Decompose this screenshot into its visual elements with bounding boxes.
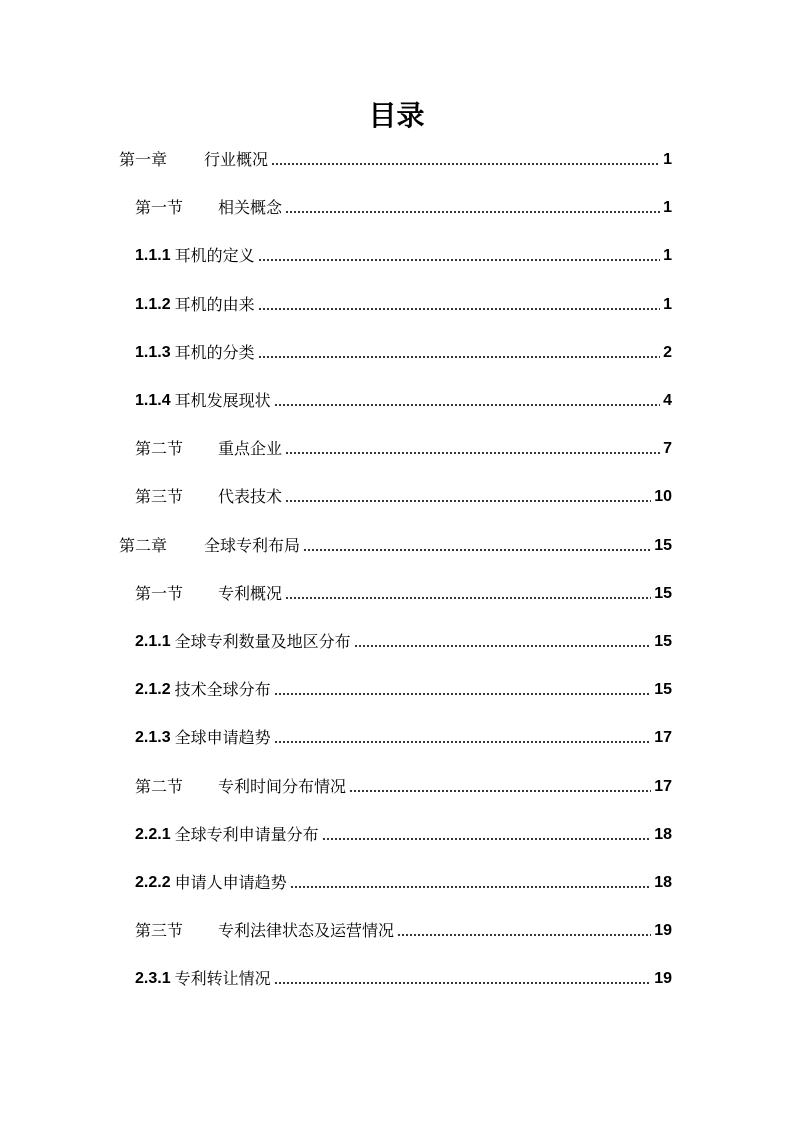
dot-leader [271, 162, 660, 166]
toc-entry[interactable] [135, 388, 672, 412]
entry-page-number: 1 [663, 199, 672, 216]
entry-page-number: 1 [663, 247, 672, 264]
entry-page-number: 18 [654, 826, 672, 843]
toc-entry[interactable] [135, 581, 672, 605]
entry-number: 2.1.1 [135, 633, 171, 650]
dot-leader [258, 355, 660, 359]
entry-number: 第一节 [135, 584, 184, 603]
entry-title: 重点企业 [218, 439, 283, 458]
entry-title: 全球专利布局 [204, 536, 301, 555]
entry-page-number: 7 [663, 440, 672, 457]
toc-entry[interactable] [135, 340, 672, 364]
dot-leader [349, 789, 651, 793]
entry-title: 专利法律状态及运营情况 [218, 921, 395, 940]
dot-leader [274, 403, 660, 407]
dot-leader [285, 210, 660, 214]
entry-page-number: 19 [654, 922, 672, 939]
entry-title: 专利概况 [218, 584, 283, 603]
dot-leader [322, 837, 652, 841]
dot-leader [274, 981, 652, 985]
entry-number: 第二节 [135, 439, 184, 458]
dot-leader [285, 596, 651, 600]
entry-page-number: 15 [654, 585, 672, 602]
entry-page-number: 19 [654, 970, 672, 987]
entry-page-number: 15 [654, 537, 672, 554]
entry-title: 专利转让情况 [174, 969, 271, 988]
entry-title: 耳机发展现状 [174, 391, 271, 410]
dot-leader [290, 885, 652, 889]
entry-title: 申请人申请趋势 [174, 873, 287, 892]
toc-entry[interactable] [119, 147, 672, 171]
toc-entry[interactable] [135, 436, 672, 460]
dot-leader [354, 644, 652, 648]
toc-entry[interactable] [135, 195, 672, 219]
entry-number: 1.1.3 [135, 344, 171, 361]
entry-page-number: 17 [654, 778, 672, 795]
entry-title: 专利时间分布情况 [218, 777, 347, 796]
entry-title: 全球申请趋势 [174, 728, 271, 747]
entry-page-number: 15 [654, 633, 672, 650]
entry-number: 1.1.1 [135, 247, 171, 264]
toc-entry[interactable] [135, 725, 672, 749]
entry-number: 第一节 [135, 198, 184, 217]
entry-number: 1.1.2 [135, 296, 171, 313]
dot-leader [274, 740, 652, 744]
toc-entry[interactable] [135, 966, 672, 990]
entry-number: 2.2.1 [135, 826, 171, 843]
entry-number: 2.3.1 [135, 970, 171, 987]
entry-title: 技术全球分布 [174, 680, 271, 699]
toc-entry[interactable] [135, 774, 672, 798]
toc-entry[interactable] [135, 677, 672, 701]
entry-title: 代表技术 [218, 487, 283, 506]
entry-number: 2.1.2 [135, 681, 171, 698]
entry-number: 2.2.2 [135, 874, 171, 891]
toc-entry[interactable] [135, 822, 672, 846]
dot-leader [285, 451, 660, 455]
entry-number: 1.1.4 [135, 392, 171, 409]
entry-number: 第二节 [135, 777, 184, 796]
dot-leader [285, 499, 651, 503]
toc-entry[interactable] [135, 292, 672, 316]
toc-entry[interactable] [135, 870, 672, 894]
entry-number: 第三节 [135, 487, 184, 506]
toc-title: 目录 [368, 99, 425, 132]
entry-number: 2.1.3 [135, 729, 171, 746]
entry-number: 第三节 [135, 921, 184, 940]
entry-number: 第一章 [119, 150, 168, 169]
entry-page-number: 18 [654, 874, 672, 891]
entry-page-number: 1 [663, 296, 672, 313]
toc-entry[interactable] [135, 484, 672, 508]
entry-title: 行业概况 [204, 150, 269, 169]
entry-title: 全球专利申请量分布 [174, 825, 319, 844]
toc-entry[interactable] [135, 918, 672, 942]
entry-page-number: 17 [654, 729, 672, 746]
entry-title: 耳机的由来 [174, 295, 255, 314]
entry-page-number: 15 [654, 681, 672, 698]
dot-leader [258, 258, 660, 262]
entry-title: 耳机的定义 [174, 246, 255, 265]
dot-leader [274, 692, 652, 696]
entry-page-number: 4 [663, 392, 672, 409]
toc-entry[interactable] [119, 533, 672, 557]
entry-title: 全球专利数量及地区分布 [174, 632, 351, 651]
dot-leader [258, 307, 660, 311]
entry-page-number: 1 [663, 151, 672, 168]
entry-page-number: 2 [663, 344, 672, 361]
toc-entry[interactable] [135, 629, 672, 653]
dot-leader [397, 933, 651, 937]
entry-title: 耳机的分类 [174, 343, 255, 362]
dot-leader [303, 548, 651, 552]
entry-page-number: 10 [654, 488, 672, 505]
entry-number: 第二章 [119, 536, 168, 555]
toc-entry[interactable] [135, 243, 672, 267]
entry-title: 相关概念 [218, 198, 283, 217]
